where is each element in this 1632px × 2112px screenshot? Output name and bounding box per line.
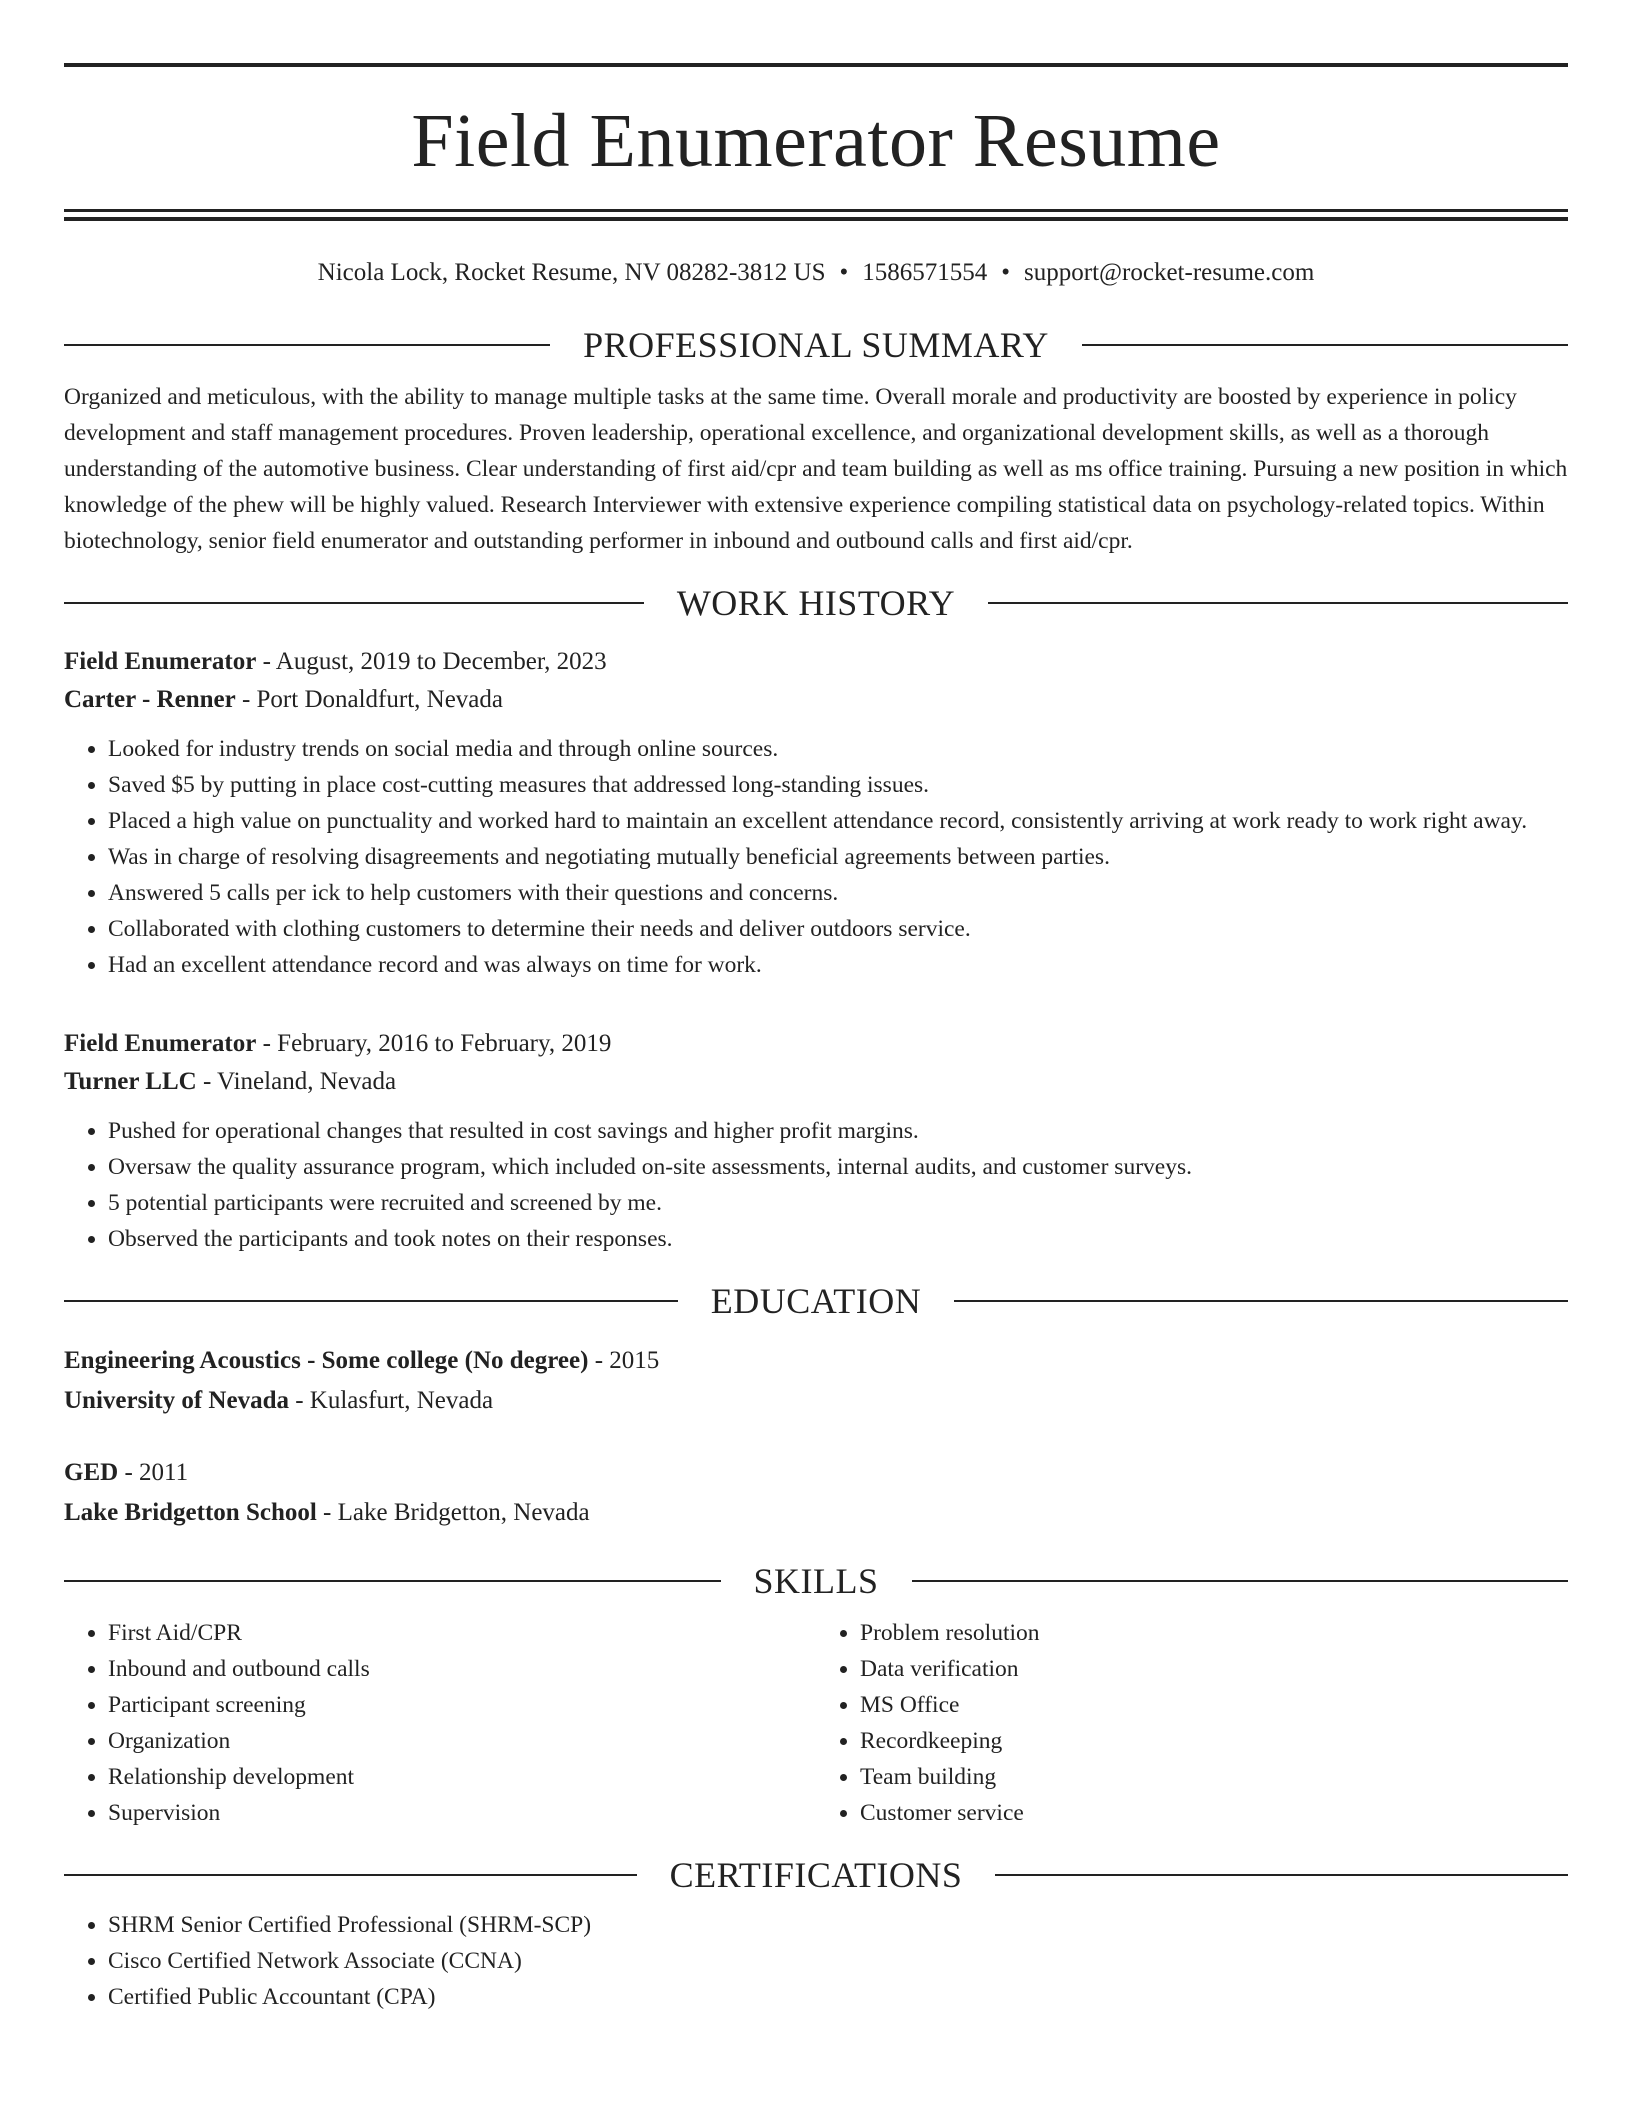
school-name: University of Nevada [64, 1387, 289, 1414]
page-title: Field Enumerator Resume [411, 99, 1221, 183]
section-title: PROFESSIONAL SUMMARY [583, 325, 1049, 365]
list-item: • Cisco Certified Network Associate (CCNA) [108, 1943, 1568, 1979]
school-location: - Lake Bridgetton, Nevada [316, 1499, 590, 1526]
school-location: - Kulasfurt, Nevada [288, 1387, 494, 1414]
list-item: • Participant screening [108, 1687, 816, 1723]
divider-line [64, 602, 644, 604]
certifications-list [64, 1907, 1568, 2015]
divider-line [64, 1580, 721, 1582]
job-dates: - February, 2016 to February, 2019 [256, 1030, 612, 1057]
list-item: • Problem resolution [860, 1615, 1568, 1651]
list-item: • Certified Public Accountant (CPA) [108, 1979, 1568, 2015]
list-item: • Customer service [860, 1795, 1568, 1831]
divider-line [64, 344, 550, 346]
section-header-summary [64, 325, 1568, 365]
job-title: Field Enumerator [64, 1030, 257, 1057]
education-entry [64, 1341, 1568, 1421]
job-company: Turner LLC [64, 1068, 197, 1095]
degree-year: - 2015 [588, 1347, 660, 1374]
list-item: • Pushed for operational changes that resulted in cost savings and higher profit margins. [108, 1113, 1568, 1149]
list-item: • Oversaw the quality assurance program, which included on-site assessments, internal audits, and customer surveys. [108, 1149, 1568, 1185]
degree: GED [64, 1459, 119, 1486]
list-item: • Data verification [860, 1651, 1568, 1687]
job-entry [64, 643, 1568, 983]
section-header-education [64, 1281, 1568, 1321]
job-title-line [64, 1025, 1568, 1063]
list-item: • Saved $5 by putting in place cost-cutting measures that addressed long-standing issues. [108, 767, 1568, 803]
list-item: • Team building [860, 1759, 1568, 1795]
job-location: - Port Donaldfurt, Nevada [235, 686, 503, 713]
job-company-line [64, 1063, 1568, 1101]
list-item: • Was in charge of resolving disagreements and negotiating mutually beneficial agreements between parties. [108, 839, 1568, 875]
job-entry [64, 1025, 1568, 1257]
divider-line [988, 602, 1568, 604]
list-item: • Relationship development [108, 1759, 816, 1795]
list-item: • Looked for industry trends on social media and through online sources. [108, 731, 1568, 767]
list-item: • Answered 5 calls per ick to help customers with their questions and concerns. [108, 875, 1568, 911]
list-item: • Supervision [108, 1795, 816, 1831]
job-dates: - August, 2019 to December, 2023 [256, 648, 607, 675]
list-item: • First Aid/CPR [108, 1615, 816, 1651]
contact-email: support@rocket-resume.com [1024, 259, 1315, 286]
skills-list-right [816, 1615, 1568, 1831]
degree-line [64, 1341, 1568, 1381]
list-item: • MS Office [860, 1687, 1568, 1723]
section-title: CERTIFICATIONS [669, 1855, 963, 1895]
section-header-work [64, 583, 1568, 623]
school-name: Lake Bridgetton School [64, 1499, 317, 1526]
job-location: - Vineland, Nevada [196, 1068, 397, 1095]
job-bullets [64, 731, 1568, 983]
list-item: • Collaborated with clothing customers to determine their needs and deliver outdoors service. [108, 911, 1568, 947]
skills-list-left [64, 1615, 816, 1831]
contact-separator: • [1001, 259, 1011, 286]
divider-line [64, 1874, 637, 1876]
divider-line [64, 1300, 678, 1302]
section-header-skills [64, 1561, 1568, 1601]
title-double-rule [64, 209, 1568, 221]
school-line [64, 1381, 1568, 1421]
degree-year: - 2011 [118, 1459, 189, 1486]
divider-line [912, 1580, 1569, 1582]
section-title: EDUCATION [710, 1281, 922, 1321]
job-company-line [64, 681, 1568, 719]
skills-columns [64, 1615, 1568, 1831]
resume-page [64, 0, 1568, 2015]
contact-phone: 1586571554 [862, 259, 988, 286]
degree-line [64, 1453, 1568, 1493]
top-rule [64, 63, 1568, 67]
contact-line [64, 257, 1568, 289]
list-item: • Recordkeeping [860, 1723, 1568, 1759]
divider-line [1082, 344, 1568, 346]
job-title: Field Enumerator [64, 648, 257, 675]
education-entry [64, 1453, 1568, 1533]
list-item: • Inbound and outbound calls [108, 1651, 816, 1687]
school-line [64, 1493, 1568, 1533]
section-title: SKILLS [753, 1561, 879, 1601]
job-title-line [64, 643, 1568, 681]
divider-line [954, 1300, 1568, 1302]
contact-separator: • [839, 259, 849, 286]
job-bullets [64, 1113, 1568, 1257]
contact-address: Nicola Lock, Rocket Resume, NV 08282-3812 US [317, 259, 826, 286]
list-item: • Organization [108, 1723, 816, 1759]
list-item: • 5 potential participants were recruited and screened by me. [108, 1185, 1568, 1221]
job-company: Carter - Renner [64, 686, 236, 713]
section-header-certifications [64, 1855, 1568, 1895]
list-item: • Placed a high value on punctuality and worked hard to maintain an excellent attendance record, consistently arriving at work ready to work right away. [108, 803, 1568, 839]
degree: Engineering Acoustics - Some college (No degree) [64, 1347, 589, 1374]
summary-paragraph: Organized and meticulous, with the ability to manage multiple tasks at the same time. Overall morale and productivity are boosted by experience in policy development and staff management procedures. Proven leadership, operational excellence, and organizational development skills, as well as a thorough understanding of the automotive business. Clear understanding of first aid/cpr and team building as well as ms office training. Pursuing a new position in which knowledge of the phew will be highly valued. Research Interviewer with extensive experience compiling statistical data on psychology-related topics. Within biotechnology, senior field enumerator and outstanding performer in inbound and outbound calls and first aid/cpr. [64, 384, 1568, 554]
list-item: • Had an excellent attendance record and was always on time for work. [108, 947, 1568, 983]
divider-line [995, 1874, 1568, 1876]
list-item: • Observed the participants and took notes on their responses. [108, 1221, 1568, 1257]
list-item: • SHRM Senior Certified Professional (SHRM-SCP) [108, 1907, 1568, 1943]
section-title: WORK HISTORY [676, 583, 956, 623]
